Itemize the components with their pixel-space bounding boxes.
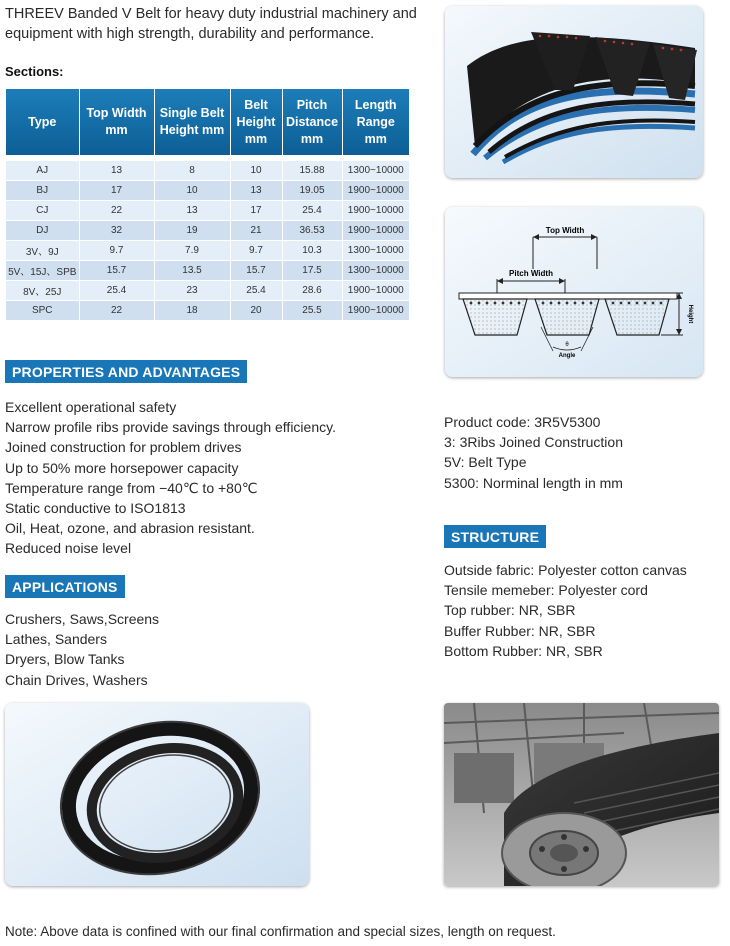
table-cell: 19: [154, 221, 230, 241]
table-cell: 15.88: [282, 161, 342, 181]
product-code-list: [444, 412, 623, 493]
structure-item: Outside fabric: Polyester cotton canvas: [444, 562, 687, 578]
table-cell: 17: [79, 181, 154, 201]
table-header-row: [6, 89, 409, 155]
table-row: [6, 261, 409, 281]
angle-label: Angle: [558, 353, 576, 359]
table-cell: 21: [230, 221, 282, 241]
header-pitch-distance: Pitch Distance mm: [282, 89, 342, 155]
table-row: [6, 241, 409, 261]
table-row: [6, 221, 409, 241]
table-cell: 22: [79, 301, 154, 321]
table-cell: 5V、15J、SPB: [6, 261, 79, 281]
banded-belt-photo: [445, 6, 703, 178]
table-cell: BJ: [6, 181, 79, 201]
table-cell: 1900~10000: [342, 281, 409, 301]
table-cell: 1300~10000: [342, 261, 409, 281]
application-item: Chain Drives, Washers: [5, 671, 148, 688]
property-item: Excellent operational safety: [5, 399, 177, 415]
applications-title: APPLICATIONS: [5, 575, 125, 598]
table-cell: 32: [79, 221, 154, 241]
table-cell: SPC: [6, 301, 79, 321]
applications-list: [5, 609, 159, 690]
property-item: Narrow profile ribs provide savings through efficiency.: [5, 419, 336, 436]
table-cell: AJ: [6, 161, 79, 181]
table-cell: 13: [79, 161, 154, 181]
property-item: Temperature range from −40℃ to +80℃: [5, 479, 258, 496]
table-cell: 25.5: [282, 301, 342, 321]
application-item: Dryers, Blow Tanks: [5, 651, 125, 668]
product-code-line: 3: 3Ribs Joined Construction: [444, 434, 623, 451]
header-length-range: Length Range mm: [342, 89, 409, 155]
table-cell: 13: [230, 181, 282, 201]
application-item: Crushers, Saws,Screens: [5, 611, 160, 627]
intro-text: THREEV Banded V Belt for heavy duty industrial machinery and equipment with high strength, durability and performance.: [5, 6, 417, 42]
cross-section-drawing: [445, 207, 703, 377]
table-cell: 3V、9J: [6, 241, 79, 261]
table-cell: 8V、25J: [6, 281, 79, 301]
table-row: [6, 301, 409, 321]
table-cell: 15.7: [230, 261, 282, 281]
table-cell: 10: [230, 161, 282, 181]
structure-item: Bottom Rubber: NR, SBR: [444, 642, 603, 659]
properties-title: PROPERTIES AND ADVANTAGES: [5, 360, 247, 383]
height-label: Height: [687, 304, 693, 324]
table-body: [6, 155, 409, 321]
theta-label: θ: [565, 342, 569, 348]
property-item: Static conductive to ISO1813: [5, 500, 186, 517]
table-cell: 28.6: [282, 281, 342, 301]
table-cell: 1900~10000: [342, 301, 409, 321]
table-cell: 20: [230, 301, 282, 321]
sections-table: [6, 89, 409, 321]
table-cell: 25.4: [230, 281, 282, 301]
table-cell: 22: [79, 201, 154, 221]
table-cell: 8: [154, 161, 230, 181]
header-type: Type: [6, 89, 79, 155]
sections-label: Sections:: [5, 64, 64, 79]
table-row: [6, 161, 409, 181]
properties-list: [5, 397, 336, 559]
table-cell: 25.4: [282, 201, 342, 221]
property-item: Up to 50% more horsepower capacity: [5, 459, 239, 476]
ring-belt-photo: [5, 703, 309, 886]
table-cell: 10: [154, 181, 230, 201]
table-row: [6, 281, 409, 301]
table-cell: DJ: [6, 221, 79, 241]
table-cell: 36.53: [282, 221, 342, 241]
header-belt-height: Belt Height mm: [230, 89, 282, 155]
top-width-label: Top Width: [545, 226, 585, 235]
table-row: [6, 201, 409, 221]
structure-item: Buffer Rubber: NR, SBR: [444, 622, 596, 639]
table-cell: 17.5: [282, 261, 342, 281]
table-cell: 19.05: [282, 181, 342, 201]
table-cell: 1300~10000: [342, 241, 409, 261]
property-item: Reduced noise level: [5, 540, 132, 557]
structure-item: Tensile memeber: Polyester cord: [444, 582, 648, 599]
table-cell: 25.4: [79, 281, 154, 301]
table-cell: CJ: [6, 201, 79, 221]
machinery-illustration: [444, 703, 719, 886]
table-cell: 1300~10000: [342, 161, 409, 181]
table-cell: 9.7: [79, 241, 154, 261]
product-code-line: 5300: Norminal length in mm: [444, 474, 623, 491]
header-top-width: Top Width mm: [79, 89, 154, 155]
banded-belt-illustration: [445, 6, 703, 178]
application-item: Lathes, Sanders: [5, 631, 107, 648]
structure-title: STRUCTURE: [444, 525, 546, 548]
property-item: Joined construction for problem drives: [5, 439, 242, 456]
table-cell: 15.7: [79, 261, 154, 281]
table-cell: 10.3: [282, 241, 342, 261]
structure-list: [444, 560, 687, 661]
table-cell: 13.5: [154, 261, 230, 281]
table-cell: 1900~10000: [342, 201, 409, 221]
table-cell: 9.7: [230, 241, 282, 261]
table-cell: 7.9: [154, 241, 230, 261]
table-cell: 13: [154, 201, 230, 221]
property-item: Oil, Heat, ozone, and abrasion resistant.: [5, 520, 255, 537]
header-single-belt-height: Single Belt Height mm: [154, 89, 230, 155]
pitch-width-label: Pitch Width: [509, 269, 553, 278]
table-cell: 17: [230, 201, 282, 221]
ring-belt-illustration: [5, 703, 309, 886]
table-cell: 23: [154, 281, 230, 301]
footer-note: Note: Above data is confined with our final confirmation and special sizes, length on request.: [5, 924, 556, 939]
structure-item: Top rubber: NR, SBR: [444, 602, 576, 619]
table-cell: 18: [154, 301, 230, 321]
table-cell: 1900~10000: [342, 181, 409, 201]
table-row: [6, 181, 409, 201]
machinery-photo: [444, 703, 719, 886]
product-code-line: Product code: 3R5V5300: [444, 414, 601, 430]
table-cell: 1900~10000: [342, 221, 409, 241]
product-code-line: 5V: Belt Type: [444, 454, 527, 471]
cross-section-diagram: [445, 207, 703, 377]
